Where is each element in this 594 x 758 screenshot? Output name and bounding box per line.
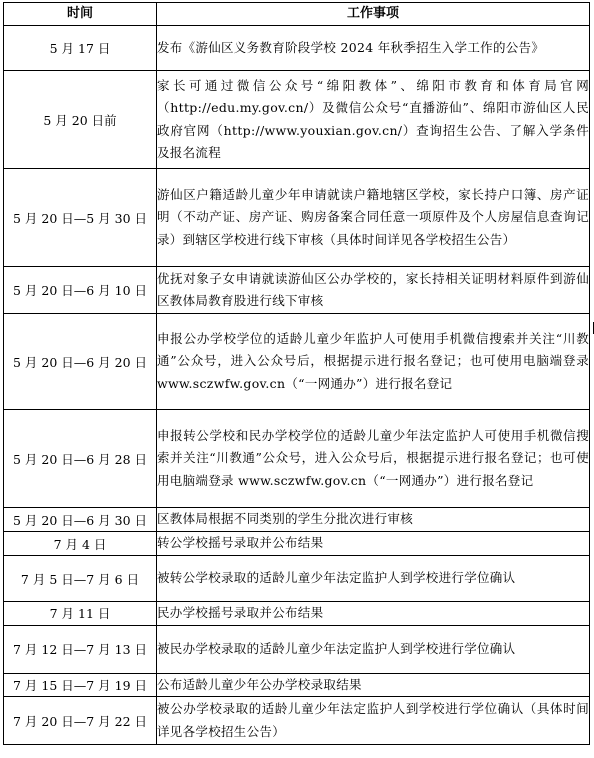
row-task: 转公学校摇号录取并公布结果 bbox=[157, 532, 590, 556]
table-header-row bbox=[4, 3, 590, 26]
row-time: 7 月 4 日 bbox=[4, 532, 157, 556]
row-time: 7 月 11 日 bbox=[4, 602, 157, 626]
header-time: 时间 bbox=[4, 3, 157, 26]
header-task: 工作事项 bbox=[157, 3, 590, 26]
row-task: 优抚对象子女申请就读游仙区公办学校的，家长持相关证明材料原件到游仙区教体局教育股进行线下审核 bbox=[157, 267, 590, 314]
row-task: 被公办学校录取的适龄儿童少年法定监护人到学校进行学位确认（具体时间详见各学校招生公告） bbox=[157, 697, 590, 745]
row-task: 民办学校摇号录取并公布结果 bbox=[157, 602, 590, 626]
table-row bbox=[4, 508, 590, 532]
row-task: 发布《游仙区义务教育阶段学校 2024 年秋季招生入学工作的公告》 bbox=[157, 26, 590, 71]
table-row bbox=[4, 556, 590, 602]
row-task: 申报转公学校和民办学校学位的适龄儿童少年法定监护人可使用手机微信搜索并关注“川教通”公众号，进入公众号后，根据提示进行报名登记；也可使用电脑端登录 www.sczwfw.gov.cn（“一网通办”）进行报名登记 bbox=[157, 410, 590, 508]
table-row bbox=[4, 673, 590, 697]
row-task: 游仙区户籍适龄儿童少年申请就读户籍地辖区学校，家长持户口簿、房产证明（不动产证、房产证、购房备案合同任意一项原件及个人房屋信息查询记录）到辖区学校进行线下审核（具体时间详见各学校招生公告） bbox=[157, 169, 590, 267]
row-task: 家长可通过微信公众号“绵阳教体”、绵阳市教育和体育局官网（http://edu.my.gov.cn/）及微信公众号“直播游仙”、绵阳市游仙区人民政府官网（http://www.youxian.gov.cn/）查询招生公告、了解入学条件及报名流程 bbox=[157, 71, 590, 169]
enrollment-schedule-table bbox=[3, 2, 590, 745]
table-row bbox=[4, 314, 590, 410]
row-time: 5 月 20 日前 bbox=[4, 71, 157, 169]
row-time: 5 月 20 日—6 月 20 日 bbox=[4, 314, 157, 410]
table-row bbox=[4, 26, 590, 71]
table-row bbox=[4, 410, 590, 508]
table-row bbox=[4, 71, 590, 169]
row-task: 公布适龄儿童少年公办学校录取结果 bbox=[157, 673, 590, 697]
row-time: 7 月 20 日—7 月 22 日 bbox=[4, 697, 157, 745]
table-row bbox=[4, 625, 590, 673]
table-row bbox=[4, 602, 590, 626]
row-time: 7 月 12 日—7 月 13 日 bbox=[4, 625, 157, 673]
row-time: 5 月 20 日—5 月 30 日 bbox=[4, 169, 157, 267]
table-row bbox=[4, 697, 590, 745]
document bbox=[3, 2, 589, 745]
row-task: 被转公学校录取的适龄儿童少年法定监护人到学校进行学位确认 bbox=[157, 556, 590, 602]
row-time: 7 月 5 日—7 月 6 日 bbox=[4, 556, 157, 602]
row-time: 5 月 17 日 bbox=[4, 26, 157, 71]
row-time: 5 月 20 日—6 月 28 日 bbox=[4, 410, 157, 508]
row-time: 7 月 15 日—7 月 19 日 bbox=[4, 673, 157, 697]
row-task: 区教体局根据不同类别的学生分批次进行审核 bbox=[157, 508, 590, 532]
row-time: 5 月 20 日—6 月 30 日 bbox=[4, 508, 157, 532]
table-row bbox=[4, 267, 590, 314]
row-task: 被民办学校录取的适龄儿童少年法定监护人到学校进行学位确认 bbox=[157, 625, 590, 673]
table-row bbox=[4, 169, 590, 267]
row-task: 申报公办学校学位的适龄儿童少年监护人可使用手机微信搜索并关注“川教通”公众号，进入公众号后，根据提示进行报名登记；也可使用电脑端登录 www.sczwfw.gov.cn（“一网通办”）进行报名登记 bbox=[157, 314, 590, 410]
table-row bbox=[4, 532, 590, 556]
row-time: 5 月 20 日—6 月 10 日 bbox=[4, 267, 157, 314]
